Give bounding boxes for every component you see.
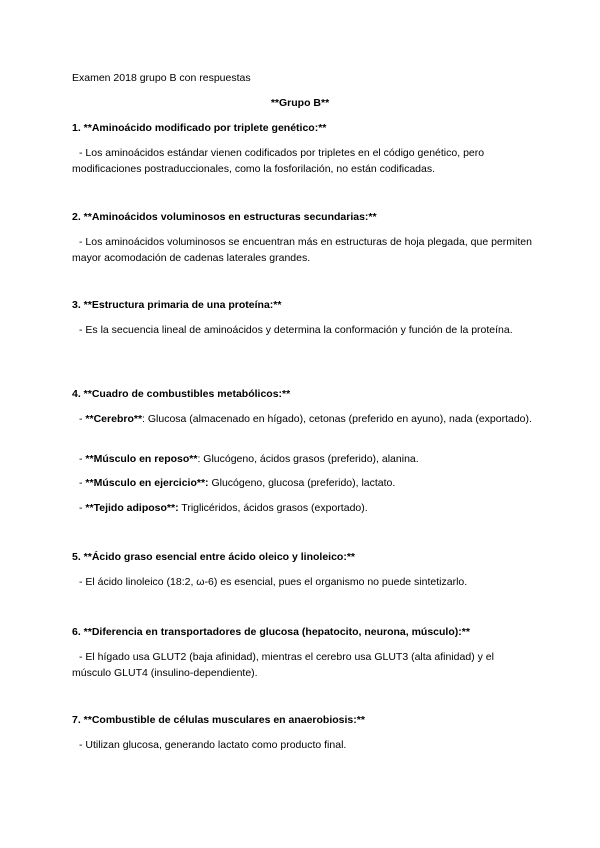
document-title: Examen 2018 grupo B con respuestas xyxy=(72,72,251,84)
question-1-heading: 1. **Aminoácido modificado por triplete genético:** xyxy=(72,122,327,134)
bullet: - xyxy=(79,477,86,489)
question-2-heading: 2. **Aminoácidos voluminosos en estructuras secundarias:** xyxy=(72,211,377,223)
question-2-answer: - Los aminoácidos voluminosos se encuentran más en estructuras de hoja plegada, que permiten mayor acomodación de cadenas laterales grandes. xyxy=(72,236,532,264)
question-6-heading: 6. **Diferencia en transportadores de glucosa (hepatocito, neurona, músculo):** xyxy=(72,626,470,638)
fuel-item-musculo-reposo xyxy=(72,452,532,468)
group-title: **Grupo B** xyxy=(270,97,330,109)
fuel-item-cerebro xyxy=(72,412,532,428)
question-5-heading: 5. **Ácido graso esencial entre ácido oleico y linoleico:** xyxy=(72,551,356,563)
question-3-answer: - Es la secuencia lineal de aminoácidos y determina la conformación y función de la proteína. xyxy=(79,324,513,336)
bullet: - xyxy=(79,453,86,465)
question-4-heading: 4. **Cuadro de combustibles metabólicos:** xyxy=(72,388,291,400)
fuel-text: Triglicéridos, ácidos grasos (exportado). xyxy=(178,502,368,514)
question-7-heading: 7. **Combustible de células musculares en anaerobiosis:** xyxy=(72,714,365,726)
bullet: - xyxy=(79,502,86,514)
fuel-item-tejido-adiposo xyxy=(72,501,532,517)
question-3-heading: 3. **Estructura primaria de una proteína:** xyxy=(72,299,282,311)
fuel-label: **Músculo en ejercicio**: xyxy=(85,477,209,489)
question-1-answer: - Los aminoácidos estándar vienen codificados por tripletes en el código genético, pero modificaciones postraduccionales, como la fosforilación, no están codificadas. xyxy=(72,147,485,175)
fuel-text: : Glucógeno, ácidos grasos (preferido), alanina. xyxy=(197,453,419,465)
question-5-answer: - El ácido linoleico (18:2, ω-6) es esencial, pues el organismo no puede sintetizarlo. xyxy=(79,576,468,588)
fuel-text: Glucógeno, glucosa (preferido), lactato. xyxy=(208,477,396,489)
fuel-label: **Cerebro** xyxy=(85,413,143,425)
fuel-text: : Glucosa (almacenado en hígado), cetonas (preferido en ayuno), nada (exportado). xyxy=(142,413,532,425)
question-7-answer: - Utilizan glucosa, generando lactato como producto final. xyxy=(79,739,347,751)
fuel-label: **Tejido adiposo**: xyxy=(85,502,179,514)
fuel-item-musculo-ejercicio xyxy=(72,476,532,492)
question-6-answer: - El hígado usa GLUT2 (baja afinidad), mientras el cerebro usa GLUT3 (alta afinidad) y el músculo GLUT4 (insulino-dependiente). xyxy=(72,651,494,679)
fuel-label: **Músculo en reposo** xyxy=(85,453,198,465)
bullet: - xyxy=(79,413,86,425)
